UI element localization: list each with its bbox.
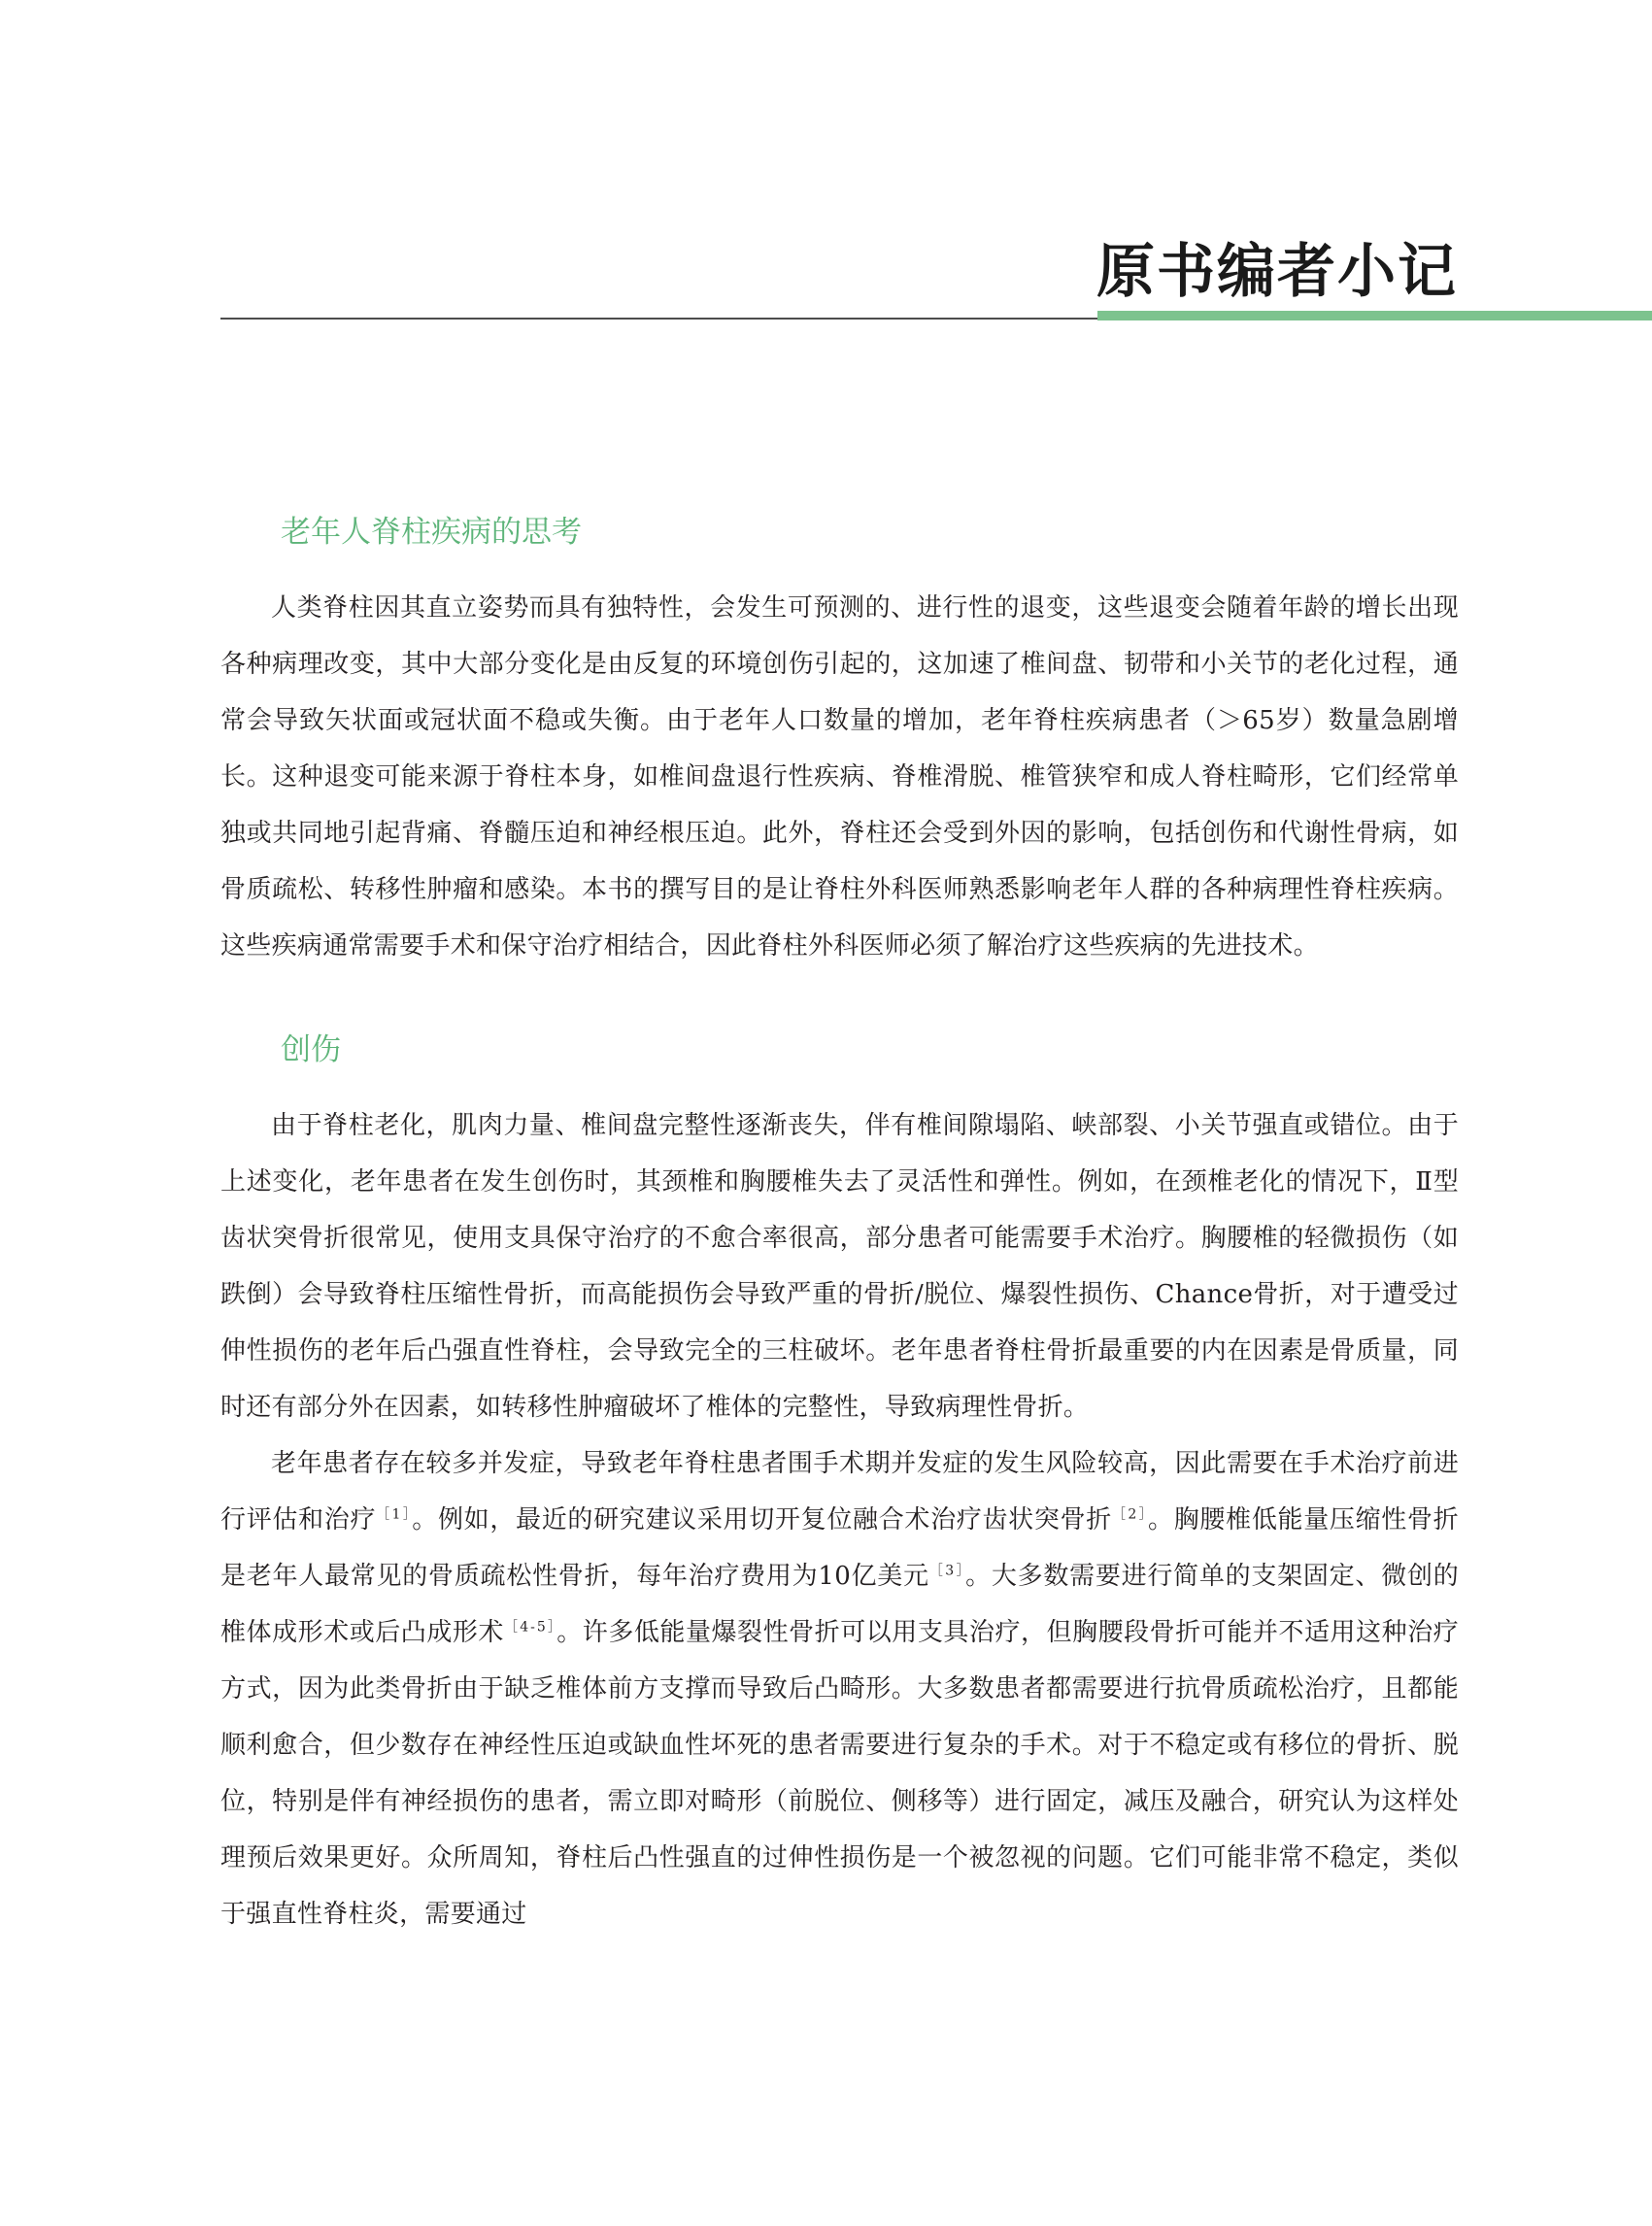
paragraph <box>220 1097 1459 1435</box>
paragraph-text: 。例如，最近的研究建议采用切开复位融合术治疗齿状突骨折 <box>412 1505 1112 1535</box>
paragraph-text: 老年患者存在较多并发症，导致老年脊柱患者围手术期并发症的发生风险较高，因此需要在手术治疗前进行评估和治疗 <box>220 1449 1459 1535</box>
paragraph-text: 由于脊柱老化，肌肉力量、椎间盘完整性逐渐丧失，伴有椎间隙塌陷、峡部裂、小关节强直或错位。由于上述变化，老年患者在发生创伤时，其颈椎和胸腰椎失去了灵活性和弹性。例如，在颈椎老化的情况下，Ⅱ型齿状突骨折很常见，使用支具保守治疗的不愈合率很高，部分患者可能需要手术治疗。胸腰椎的轻微损伤（如跌倒）会导致脊柱压缩性骨折，而高能损伤会导致严重的骨折/脱位、爆裂性损伤、Chance骨折，对于遭受过伸性损伤的老年后凸强直性脊柱，会导致完全的三柱破坏。老年患者脊柱骨折最重要的内在因素是骨质量，同时还有部分外在因素，如转移性肿瘤破坏了椎体的完整性，导致病理性骨折。 <box>220 1111 1459 1423</box>
main-content <box>220 515 1459 1942</box>
paragraph-text: 。许多低能量爆裂性骨折可以用支具治疗，但胸腰段骨折可能并不适用这种治疗方式，因为此类骨折由于缺乏椎体前方支撑而导致后凸畸形。大多数患者都需要进行抗骨质疏松治疗，且都能顺利愈合，但少数存在神经性压迫或缺血性坏死的患者需要进行复杂的手术。对于不稳定或有移位的骨折、脱位，特别是伴有神经损伤的患者，需立即对畸形（前脱位、侧移等）进行固定，减压及融合，研究认为这样处理预后效果更好。众所周知，脊柱后凸性强直的过伸性损伤是一个被忽视的问题。它们可能非常不稳定，类似于强直性脊柱炎，需要通过 <box>220 1618 1459 1930</box>
citation-ref: ［1］ <box>376 1506 413 1523</box>
citation-ref: ［2］ <box>1111 1506 1149 1523</box>
paragraph-text: 。胸腰椎低能量压缩性骨折是老年人最常见的骨质疏松性骨折，每年治疗费用为10亿美元 <box>220 1505 1459 1592</box>
title-underline <box>220 318 1097 320</box>
citation-ref: ［3］ <box>928 1563 966 1579</box>
citation-ref: ［4-5］ <box>503 1619 557 1636</box>
paragraph-text: 。大多数需要进行简单的支架固定、微创的椎体成形术或后凸成形术 <box>220 1562 1460 1648</box>
section-trauma <box>220 1032 1459 1942</box>
section-heading: 老年人脊柱疾病的思考 <box>281 515 582 550</box>
section-heading: 创伤 <box>281 1032 341 1068</box>
paragraph <box>220 580 1459 974</box>
title-accent-bar <box>1097 311 1652 320</box>
section-elderly-spine <box>220 515 1459 974</box>
page-title: 原书编者小记 <box>1096 238 1458 306</box>
paragraph-text: 人类脊柱因其直立姿势而具有独特性，会发生可预测的、进行性的退变，这些退变会随着年龄的增长出现各种病理改变，其中大部分变化是由反复的环境创伤引起的，这加速了椎间盘、韧带和小关节的老化过程，通常会导致矢状面或冠状面不稳或失衡。由于老年人口数量的增加，老年脊柱疾病患者（＞65岁）数量急剧增长。这种退变可能来源于脊柱本身，如椎间盘退行性疾病、脊椎滑脱、椎管狭窄和成人脊柱畸形，它们经常单独或共同地引起背痛、脊髓压迫和神经根压迫。此外，脊柱还会受到外因的影响，包括创伤和代谢性骨病，如骨质疏松、转移性肿瘤和感染。本书的撰写目的是让脊柱外科医师熟悉影响老年人群的各种病理性脊柱疾病。这些疾病通常需要手术和保守治疗相结合，因此脊柱外科医师必须了解治疗这些疾病的先进技术。 <box>220 593 1459 961</box>
paragraph <box>220 1435 1459 1942</box>
